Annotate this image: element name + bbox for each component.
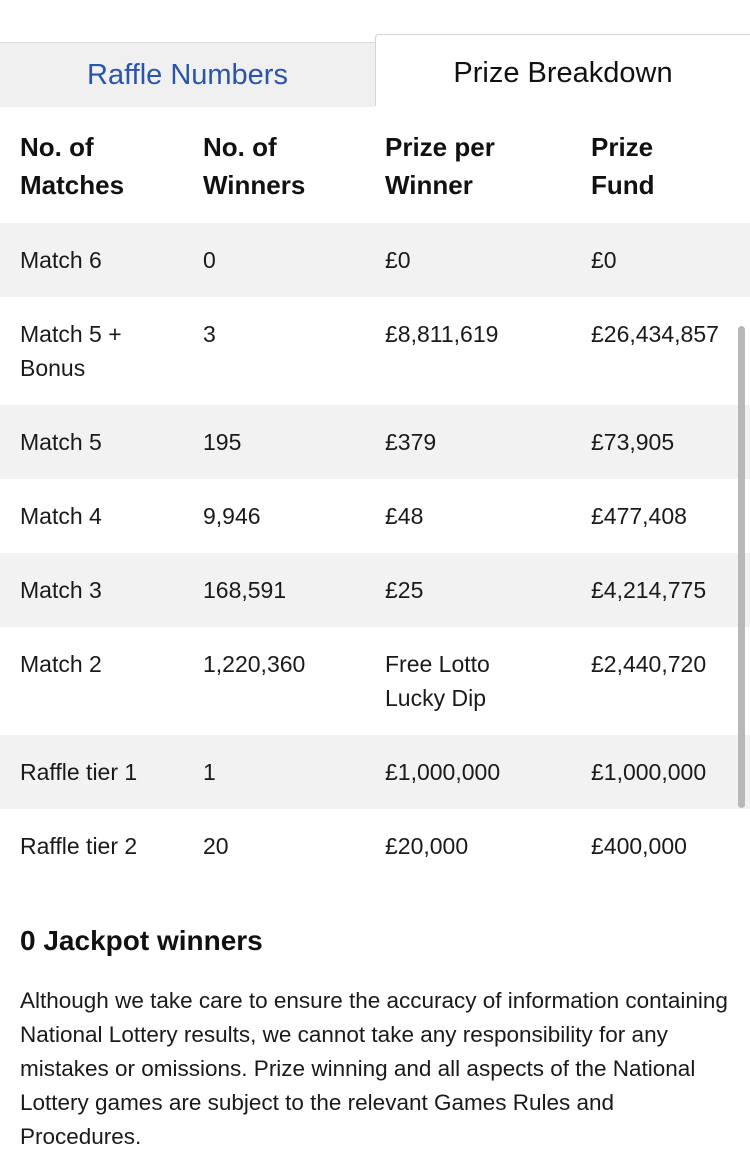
table-header-row xyxy=(0,106,750,223)
header-prize-per-winner: Prize per Winner xyxy=(385,132,495,200)
scrollbar[interactable] xyxy=(738,326,745,808)
table-row xyxy=(0,735,750,809)
header-winners: No. of Winners xyxy=(203,132,306,200)
table-row xyxy=(0,553,750,627)
cell-matches: Match 3 xyxy=(20,577,102,603)
header-prize-fund: Prize Fund xyxy=(591,132,655,200)
cell-fund: £2,440,720 xyxy=(591,651,707,677)
cell-matches: Raffle tier 1 xyxy=(20,759,138,785)
header-matches: No. of Matches xyxy=(20,132,125,200)
tab-raffle-numbers[interactable]: Raffle Numbers xyxy=(0,42,375,107)
cell-prize: £48 xyxy=(385,503,424,529)
jackpot-winners-heading: 0 Jackpot winners xyxy=(20,925,263,956)
cell-prize: £379 xyxy=(385,429,437,455)
cell-fund: £4,214,775 xyxy=(591,577,707,603)
cell-matches: Match 2 xyxy=(20,651,102,677)
table-row xyxy=(0,223,750,297)
table-row xyxy=(0,627,750,735)
cell-fund: £0 xyxy=(591,247,617,273)
cell-prize: Free Lotto Lucky Dip xyxy=(385,651,490,711)
cell-matches: Raffle tier 2 xyxy=(20,833,138,859)
cell-prize: £25 xyxy=(385,577,424,603)
cell-winners: 3 xyxy=(203,321,216,347)
cell-fund: £477,408 xyxy=(591,503,687,529)
cell-winners: 0 xyxy=(203,247,216,273)
cell-prize: £0 xyxy=(385,247,411,273)
cell-matches: Match 4 xyxy=(20,503,102,529)
prize-breakdown-table xyxy=(0,106,750,883)
cell-prize: £1,000,000 xyxy=(385,759,501,785)
cell-winners: 168,591 xyxy=(203,577,287,603)
cell-winners: 1,220,360 xyxy=(203,651,306,677)
tab-prize-breakdown[interactable]: Prize Breakdown xyxy=(375,34,750,106)
cell-winners: 20 xyxy=(203,833,229,859)
table-row xyxy=(0,405,750,479)
cell-matches: Match 5 + Bonus xyxy=(20,321,122,381)
cell-matches: Match 5 xyxy=(20,429,102,455)
cell-winners: 1 xyxy=(203,759,216,785)
cell-prize: £8,811,619 xyxy=(385,321,499,347)
cell-prize: £20,000 xyxy=(385,833,469,859)
table-row xyxy=(0,297,750,405)
table-row xyxy=(0,479,750,553)
cell-winners: 9,946 xyxy=(203,503,261,529)
table-row xyxy=(0,809,750,883)
cell-fund: £73,905 xyxy=(591,429,675,455)
cell-fund: £1,000,000 xyxy=(591,759,707,785)
tab-bar xyxy=(0,0,750,106)
cell-fund: £26,434,857 xyxy=(591,321,719,347)
disclaimer-text: Although we take care to ensure the accuracy of information containing National Lottery results, we cannot take any responsibility for any mistakes or omissions. Prize winning and all aspects of the National Lottery games are subject to the relevant Games Rules and Procedures. xyxy=(20,988,728,1149)
cell-winners: 195 xyxy=(203,429,242,455)
cell-matches: Match 6 xyxy=(20,247,102,273)
cell-fund: £400,000 xyxy=(591,833,687,859)
